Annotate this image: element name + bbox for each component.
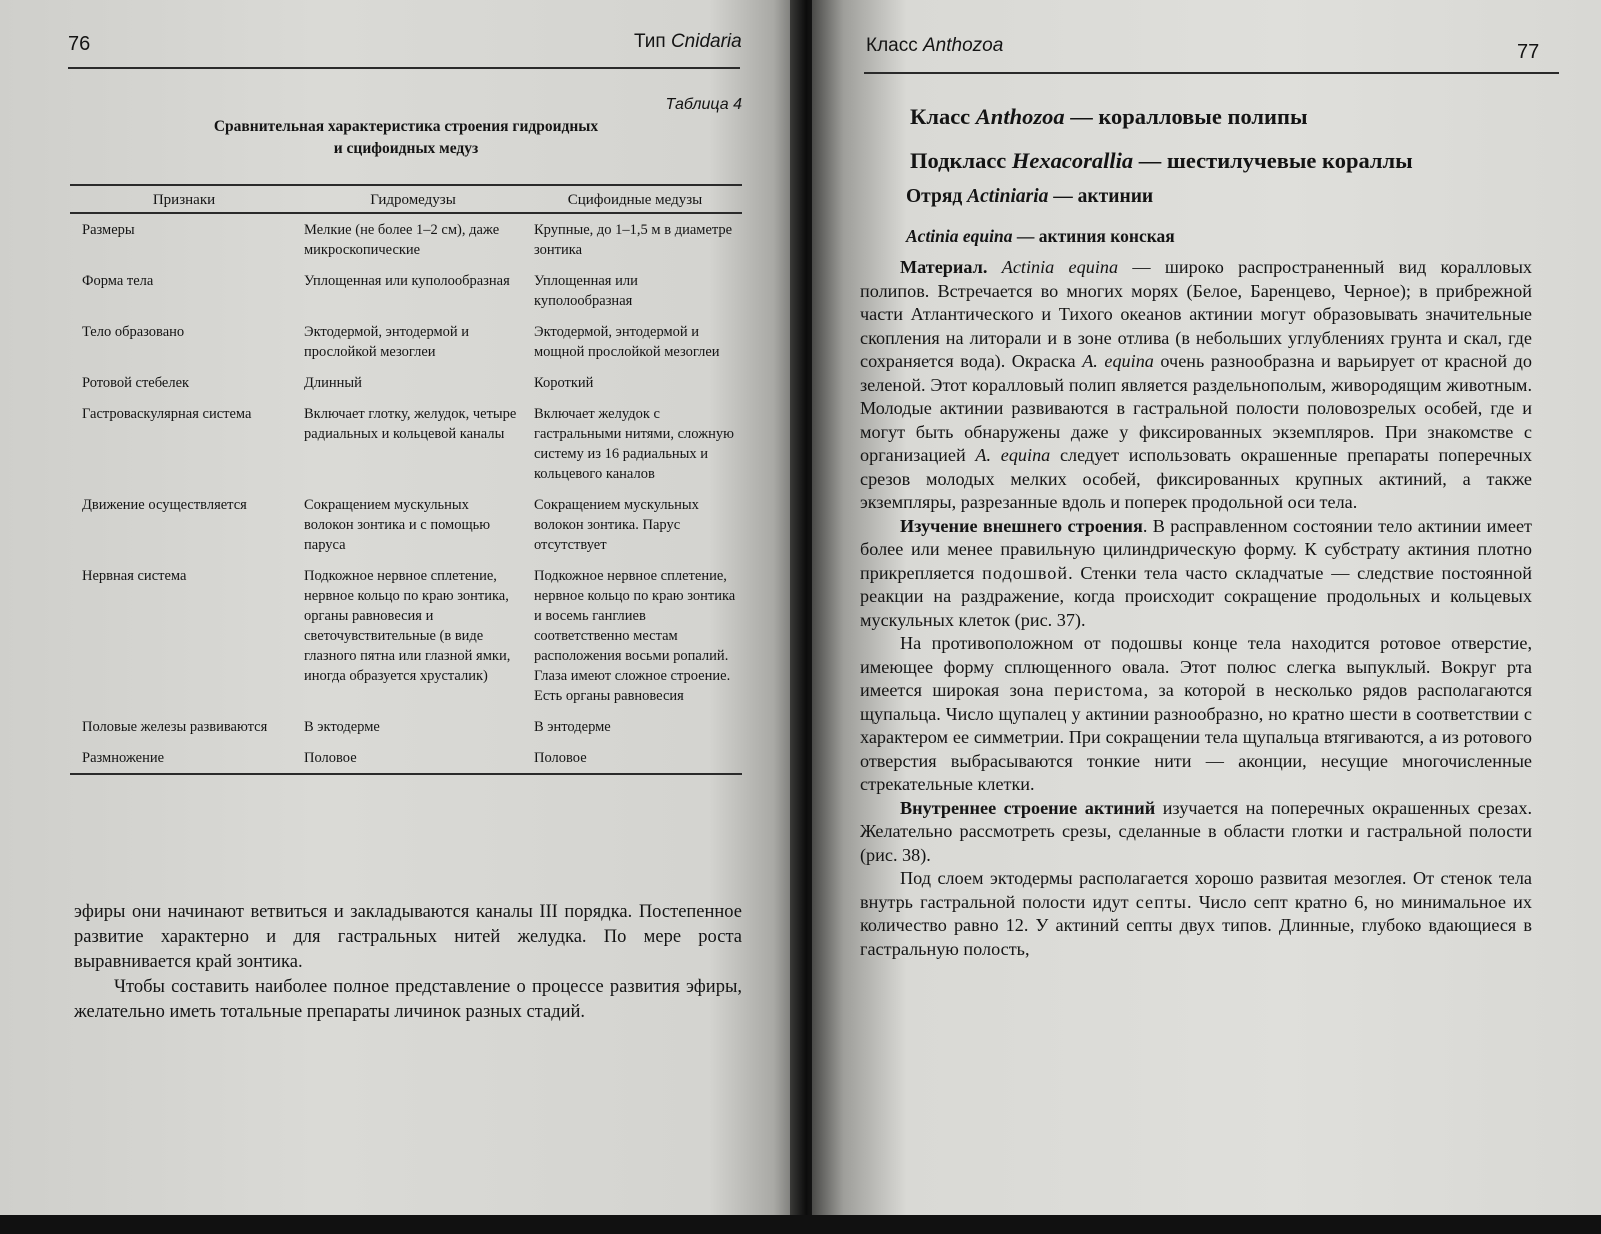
paragraph: Изучение внешнего строения. В расправленном состоянии тело актинии имеет более или менее правильную цилиндрическую форму. К субстрату актиния плотно прикрепляется подошвой. Стенки тела часто складчатые — следствие постоянной реакции на раздражение, когда происходит сокращение продольных и кольцевых мускульных клеток (рис. 37). <box>860 515 1533 630</box>
table-cell: Размеры <box>82 222 135 238</box>
running-head-left: Тип Cnidaria <box>634 31 742 52</box>
header-cell: Признаки <box>70 185 298 213</box>
table-cell: Форма тела <box>82 273 154 289</box>
table-row <box>70 560 742 711</box>
table-cell: Ротовой стебелек <box>82 375 190 391</box>
table-header-row <box>70 185 742 213</box>
table-cell: Уплощенная или куполообразная <box>534 273 638 309</box>
left-body-text <box>74 900 742 1025</box>
table-cell: Короткий <box>534 375 594 391</box>
table-cell: Гастроваскулярная система <box>82 406 252 422</box>
table-cell: В эктодерме <box>304 719 380 735</box>
table-row <box>70 265 742 316</box>
table-cell: Сокращением мускульных волокон зонтика. Парус отсутствует <box>534 497 699 553</box>
header-rule-left <box>68 67 740 69</box>
table-row <box>70 711 742 742</box>
table-cell: В энтодерме <box>534 719 611 735</box>
scan-bottom-edge <box>0 1215 1601 1234</box>
table-cell: Размножение <box>70 742 298 774</box>
table-cell: Подкожное нервное сплетение, нервное кольцо по краю зонтика и восемь ганглиев соответственно местам расположения восьми ропалий. Глаза имеют сложное строение. Есть органы равновесия <box>534 568 736 704</box>
paragraph: Материал. Actinia equina — широко распространенный вид коралловых полипов. Встречается во многих морях (Белое, Баренцево, Черное); в прибрежной части Атлантического и Тихого океанов актинии могут образовывать значительные скопления на литорали и в зоне отлива (в небольших углублениях грунта и скал, где сохраняется вода). Окраска A. equina очень разнообразна и варьирует от красной до зеленой. Этот коралловый полип является раздельнополым, живородящим животным. Молодые актинии развиваются в гастральной полости половозрелых особей, где и могут быть обнаружены даже у фиксированных экземпляров. При знакомстве с организацией A. equina следует использовать окрашенные препараты поперечных срезов молодых мелких особей, фиксированных крупных актиний, а также экземпляры, разрезанные вдоль и поперек продольной оси тела. <box>860 257 1533 512</box>
table-row <box>70 398 742 489</box>
table-cell: Уплощенная или куполообразная <box>304 273 510 289</box>
table-cell: Длинный <box>304 375 362 391</box>
table-cell: Половое <box>528 742 742 774</box>
page-number-right: 77 <box>1517 41 1540 63</box>
header-cell: Гидромедузы <box>298 185 528 213</box>
table-row <box>70 742 742 774</box>
heading-class: Класс Anthozoa — коралловые полипы <box>910 104 1308 129</box>
table-cell: Включает глотку, желудок, четыре радиальных и кольцевой каналы <box>304 406 517 442</box>
table-caption <box>70 96 742 160</box>
table-cell: Половые железы развиваются <box>82 719 268 735</box>
table-cell: Эктодермой, энтодермой и прослойкой мезоглеи <box>304 324 470 360</box>
table-cell: Включает желудок с гастральными нитями, сложную систему из 16 радиальных и кольцевого каналов <box>534 406 734 482</box>
table-row <box>70 213 742 265</box>
table-cell: Крупные, до 1–1,5 м в диаметре зонтика <box>534 222 733 258</box>
paragraph: Под слоем эктодермы располагается хорошо развитая мезоглея. От стенок тела внутрь гастральной полости идут септы. Число септ кратно 6, но минимальное их количество равно 12. У актиний септы двух типов. Длинные, глубоко вдающиеся в гастральную полость, <box>860 868 1533 959</box>
heading-species: Actinia equina — актиния конская <box>906 226 1175 246</box>
paragraph: На противоположном от подошвы конце тела находится ротовое отверстие, имеющее форму сплющенного овала. Этот полюс слегка выпуклый. Вокруг рта имеется широкая зона перистома, за которой в несколько рядов располагаются щупальца. Число щупалец у актинии разнообразно, но кратно шести в соответствии с характером ее симметрии. При сокращении тела щупальца втягиваются, а из ротового отверстия выбрасываются тонкие нити — аконции, несущие многочисленные стрекательные клетки. <box>860 633 1532 794</box>
table-cell: Движение осуществляется <box>82 497 247 513</box>
header-cell: Сцифоидные медузы <box>528 185 742 213</box>
table-cell: Половое <box>298 742 528 774</box>
table-row <box>70 489 742 560</box>
left-page <box>0 0 806 1218</box>
paragraph: эфиры они начинают ветвиться и закладываются каналы III порядка. Постепенное развитие характерно и для гастральных нитей желудка. По мере роста выравнивается край зонтика. <box>74 902 742 972</box>
heading-order: Отряд Actiniaria — актинии <box>906 186 1154 207</box>
table-title: Сравнительная характеристика строения гидроидных и сцифоидных медуз <box>213 118 599 157</box>
table-row <box>70 367 742 398</box>
comparison-table <box>70 184 742 775</box>
page-number-left: 76 <box>68 33 91 55</box>
table-cell: Мелкие (не более 1–2 см), даже микроскопические <box>304 222 500 258</box>
heading-subclass: Подкласс Hexacorallia — шестилучевые кораллы <box>910 148 1413 173</box>
table-cell: Нервная система <box>82 568 187 584</box>
table-cell: Сокращением мускульных волокон зонтика и с помощью паруса <box>304 497 491 553</box>
right-body-text <box>860 256 1532 961</box>
paragraph: Внутреннее строение актиний изучается на поперечных окрашенных срезах. Желательно рассмотреть срезы, сделанные в области глотки и гастральной полости (рис. 38). <box>860 797 1532 865</box>
table-cell: Подкожное нервное сплетение, нервное кольцо по краю зонтика, органы равновесия и светочувствительные (в виде глазного пятна или глазной ямки, иногда образуется хрусталик) <box>304 568 511 684</box>
table-cell: Эктодермой, энтодермой и мощной прослойкой мезоглеи <box>534 324 720 360</box>
table-label: Таблица 4 <box>665 96 742 113</box>
header-rule-right <box>864 72 1559 74</box>
paragraph: Чтобы составить наиболее полное представление о процессе развития эфиры, желательно иметь тотальные препараты личинок разных стадий. <box>74 977 742 1022</box>
table-row <box>70 316 742 367</box>
running-head-right: Класс Anthozoa <box>866 35 1004 56</box>
table-cell: Тело образовано <box>82 324 185 340</box>
